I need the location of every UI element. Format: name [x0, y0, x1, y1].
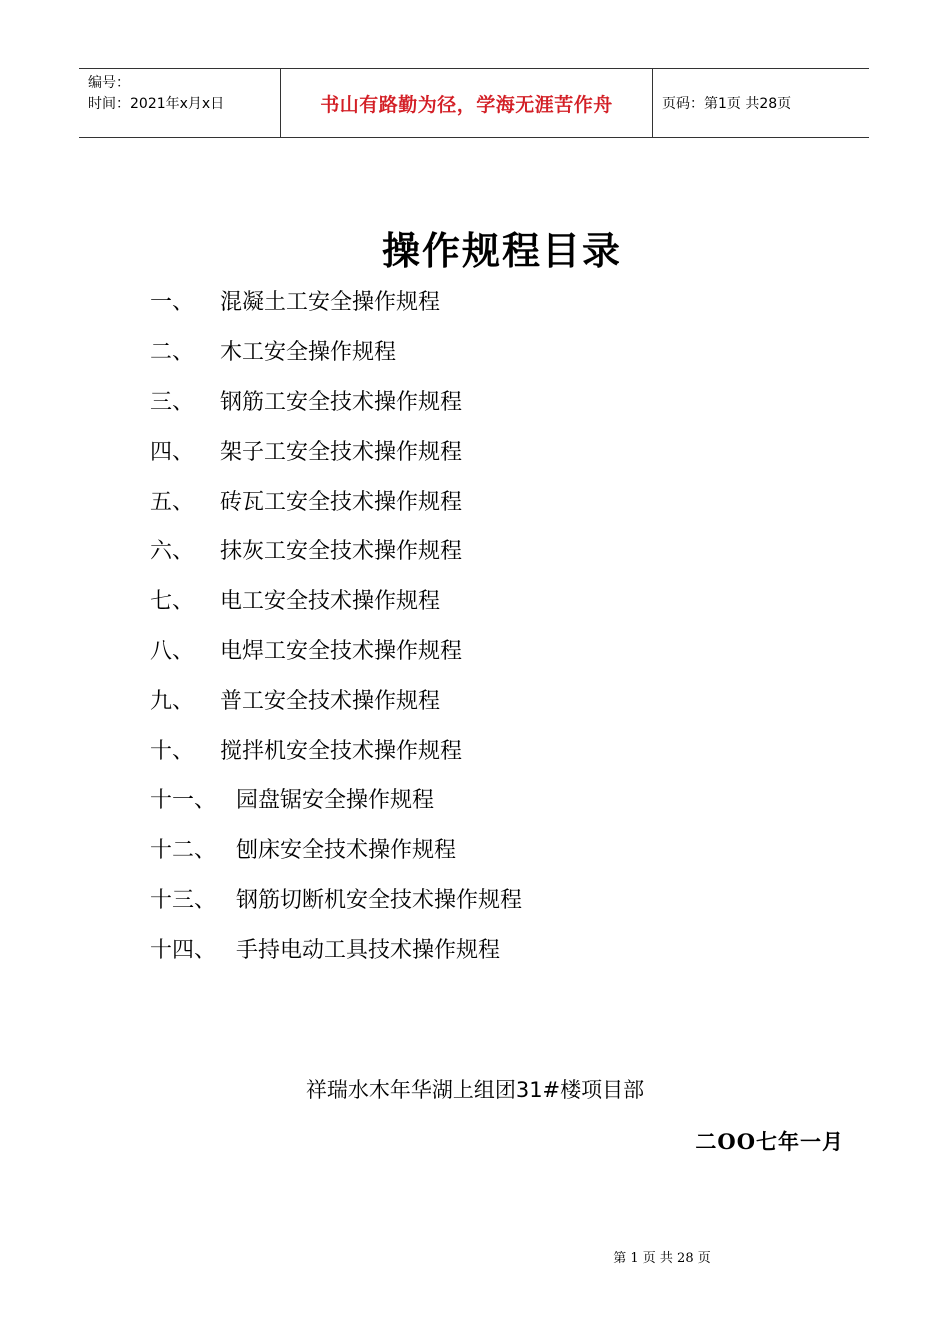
header-page-info: 页码：第1页 共28页 [662, 96, 792, 112]
toc-item-text: 电焊工安全技术操作规程 [220, 638, 463, 664]
toc-item [150, 376, 522, 426]
toc-item [150, 724, 522, 774]
header-motto: 书山有路勤为径，学海无涯苦作舟 [320, 93, 613, 116]
toc-item-text: 架子工安全技术操作规程 [220, 439, 463, 465]
toc-item [150, 674, 522, 724]
page-footer: 第 1 页 共 28 页 [613, 1251, 711, 1266]
toc-item-text: 电工安全技术操作规程 [220, 589, 441, 615]
toc-item-text: 钢筋切断机安全技术操作规程 [236, 887, 523, 913]
toc-item [150, 575, 522, 625]
toc-item-number: 五、 [150, 489, 195, 515]
toc-item [150, 625, 522, 675]
toc-item [150, 475, 522, 525]
toc-item [150, 874, 522, 924]
toc-item-number: 一、 [150, 290, 195, 316]
toc-item-text: 砖瓦工安全技术操作规程 [220, 489, 463, 515]
number-label: 编号： [88, 75, 130, 91]
header-motto-cell [281, 69, 653, 137]
toc-item-number: 十、 [150, 738, 195, 764]
toc-item-text: 木工安全操作规程 [220, 340, 397, 366]
toc-item-text: 园盘锯安全操作规程 [236, 788, 435, 814]
toc-item [150, 425, 522, 475]
toc-item-text: 手持电动工具技术操作规程 [236, 937, 501, 963]
header-page-info-cell [653, 69, 869, 137]
toc-item [150, 824, 522, 874]
toc-item-number: 四、 [150, 439, 195, 465]
toc-item-text: 搅拌机安全技术操作规程 [220, 738, 463, 764]
header-meta [79, 69, 281, 137]
toc-item-number: 十二、 [150, 838, 217, 864]
toc-item-text: 混凝土工安全操作规程 [220, 290, 441, 316]
organization-name: 祥瑞水木年华湖上组团31#楼项目部 [305, 1078, 645, 1102]
toc-item [150, 525, 522, 575]
toc-item [150, 774, 522, 824]
document-title: 操作规程目录 [381, 229, 622, 273]
toc-item-text: 普工安全技术操作规程 [220, 688, 441, 714]
toc-item-number: 十三、 [150, 887, 217, 913]
toc-item [150, 923, 522, 973]
toc-item-number: 七、 [150, 589, 195, 615]
toc-item-number: 二、 [150, 340, 195, 366]
page-header [79, 68, 869, 138]
toc-item-number: 六、 [150, 539, 195, 565]
toc-item-number: 三、 [150, 389, 195, 415]
toc-item-number: 九、 [150, 688, 195, 714]
toc-item-number: 十一、 [150, 788, 217, 814]
toc-item-number: 八、 [150, 638, 195, 664]
time-label: 时间：2021年x月x日 [88, 96, 225, 112]
toc-item [150, 326, 522, 376]
toc-item-number: 十四、 [150, 937, 217, 963]
toc-item-text: 刨床安全技术操作规程 [236, 838, 457, 864]
toc-item-text: 钢筋工安全技术操作规程 [220, 389, 463, 415]
toc-item-text: 抹灰工安全技术操作规程 [220, 539, 463, 565]
table-of-contents [150, 276, 522, 973]
toc-item [150, 276, 522, 326]
document-date: 二OO七年一月 [695, 1129, 844, 1154]
